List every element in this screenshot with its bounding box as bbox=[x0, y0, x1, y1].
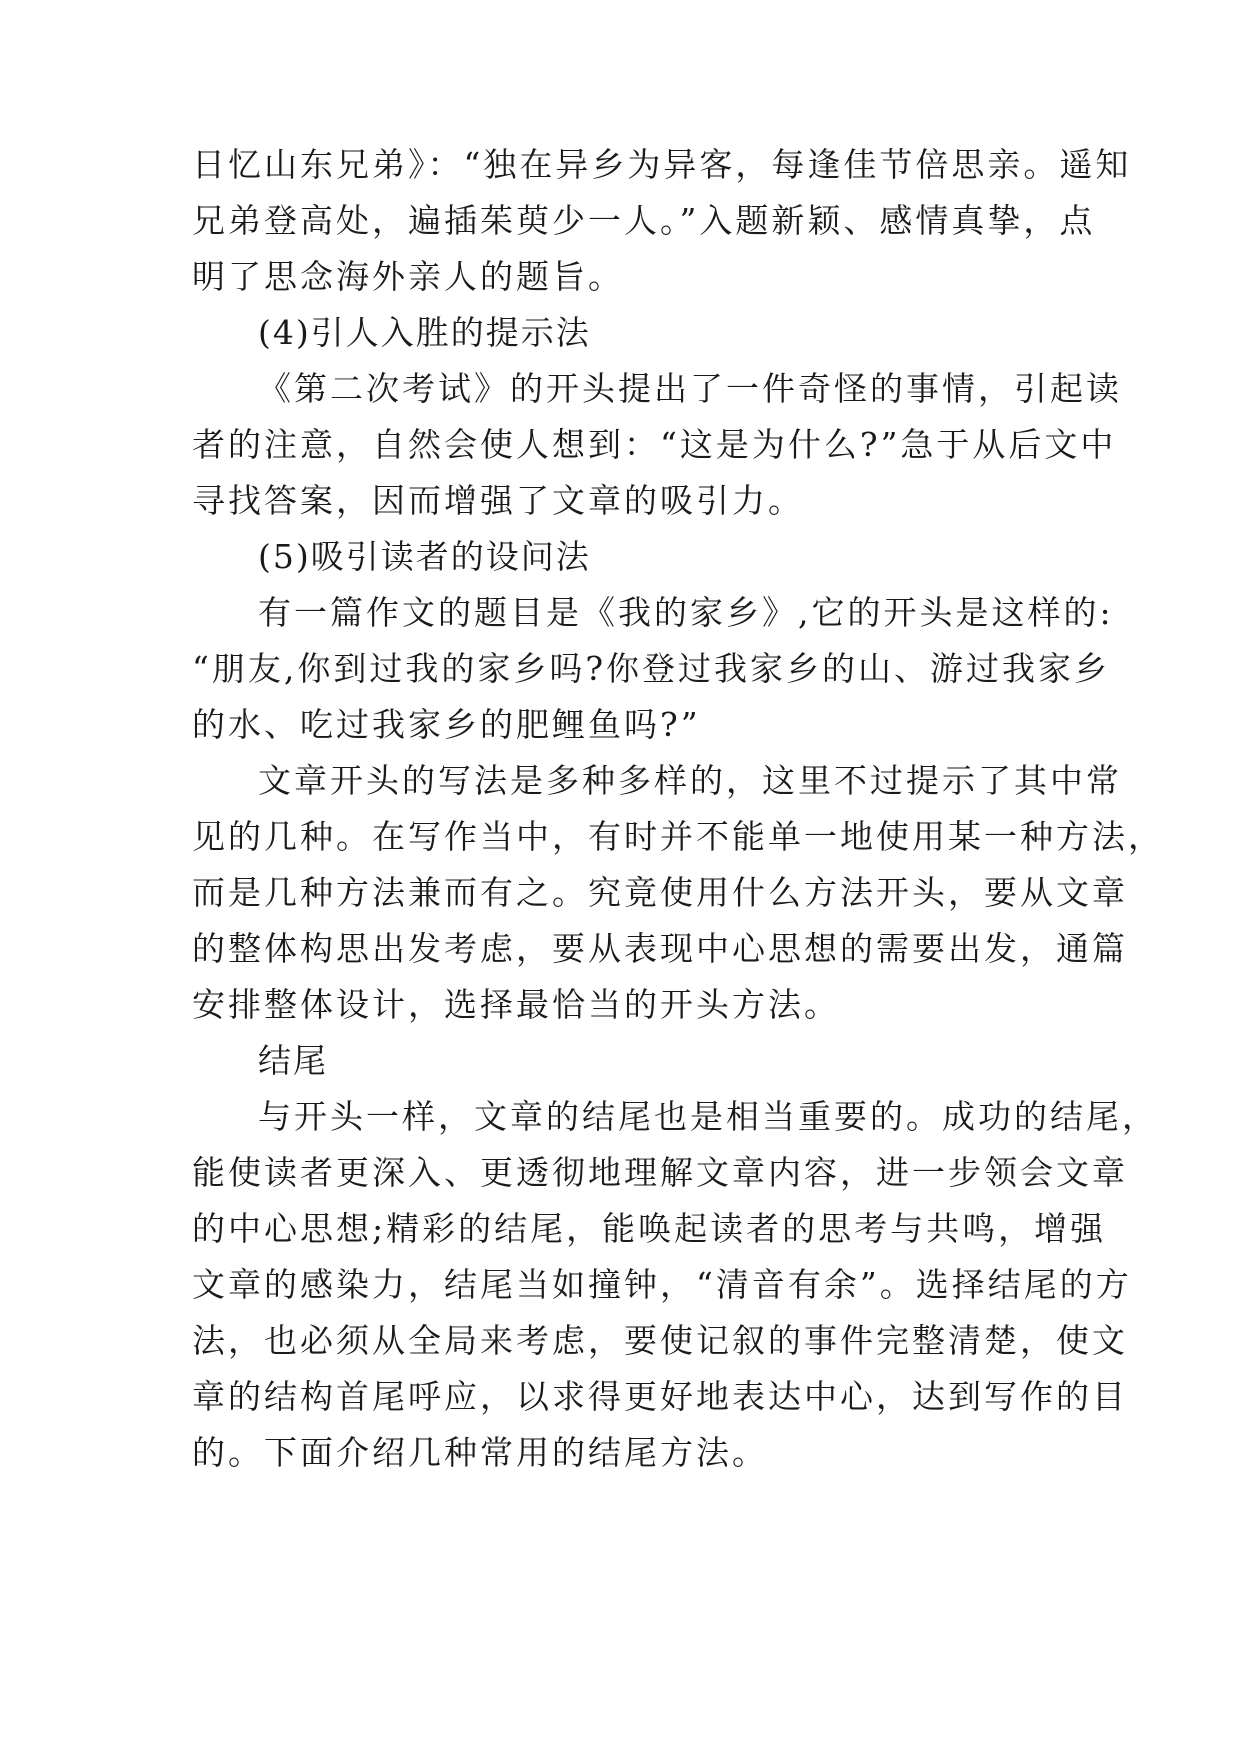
text-line: 与开头一样，文章的结尾也是相当重要的。成功的结尾， bbox=[258, 1097, 1158, 1136]
text-line: 章的结构首尾呼应，以求得更好地表达中心，达到写作的目 bbox=[192, 1377, 1128, 1416]
text-line: “朋友,你到过我的家乡吗?你登过我家乡的山、游过我家乡 bbox=[192, 649, 1111, 688]
section-heading: (5)吸引读者的设问法 bbox=[258, 537, 591, 576]
section-heading: 结尾 bbox=[258, 1041, 328, 1080]
text-line: 文章开头的写法是多种多样的，这里不过提示了其中常 bbox=[258, 761, 1122, 800]
text-line: 寻找答案，因而增强了文章的吸引力。 bbox=[192, 481, 804, 520]
text-line: 的整体构思出发考虑，要从表现中心思想的需要出发，通篇 bbox=[192, 929, 1128, 968]
text-line: 安排整体设计，选择最恰当的开头方法。 bbox=[192, 985, 840, 1024]
section-heading: (4)引人入胜的提示法 bbox=[258, 313, 591, 352]
text-line: 兄弟登高处，遍插茱萸少一人。”入题新颖、感情真挚，点 bbox=[192, 201, 1096, 240]
text-line: 的水、吃过我家乡的肥鲤鱼吗?” bbox=[192, 705, 701, 744]
text-line: 有一篇作文的题目是《我的家乡》,它的开头是这样的: bbox=[258, 593, 1114, 632]
text-line: 《第二次考试》的开头提出了一件奇怪的事情，引起读 bbox=[258, 369, 1122, 408]
text-line: 明了思念海外亲人的题旨。 bbox=[192, 257, 624, 296]
text-line: 者的注意，自然会使人想到：“这是为什么?”急于从后文中 bbox=[192, 425, 1117, 464]
text-line: 的。下面介绍几种常用的结尾方法。 bbox=[192, 1433, 768, 1472]
text-line: 能使读者更深入、更透彻地理解文章内容，进一步领会文章 bbox=[192, 1153, 1128, 1192]
text-line: 日忆山东兄弟》：“独在异乡为异客，每逢佳节倍思亲。遥知 bbox=[192, 145, 1132, 184]
text-line: 文章的感染力，结尾当如撞钟，“清音有余”。选择结尾的方 bbox=[192, 1265, 1132, 1304]
text-line: 的中心思想;精彩的结尾，能唤起读者的思考与共鸣，增强 bbox=[192, 1209, 1107, 1248]
text-line: 而是几种方法兼而有之。究竟使用什么方法开头，要从文章 bbox=[192, 873, 1128, 912]
text-line: 见的几种。在写作当中，有时并不能单一地使用某一种方法， bbox=[192, 817, 1164, 856]
text-line: 法，也必须从全局来考虑，要使记叙的事件完整清楚，使文 bbox=[192, 1321, 1128, 1360]
